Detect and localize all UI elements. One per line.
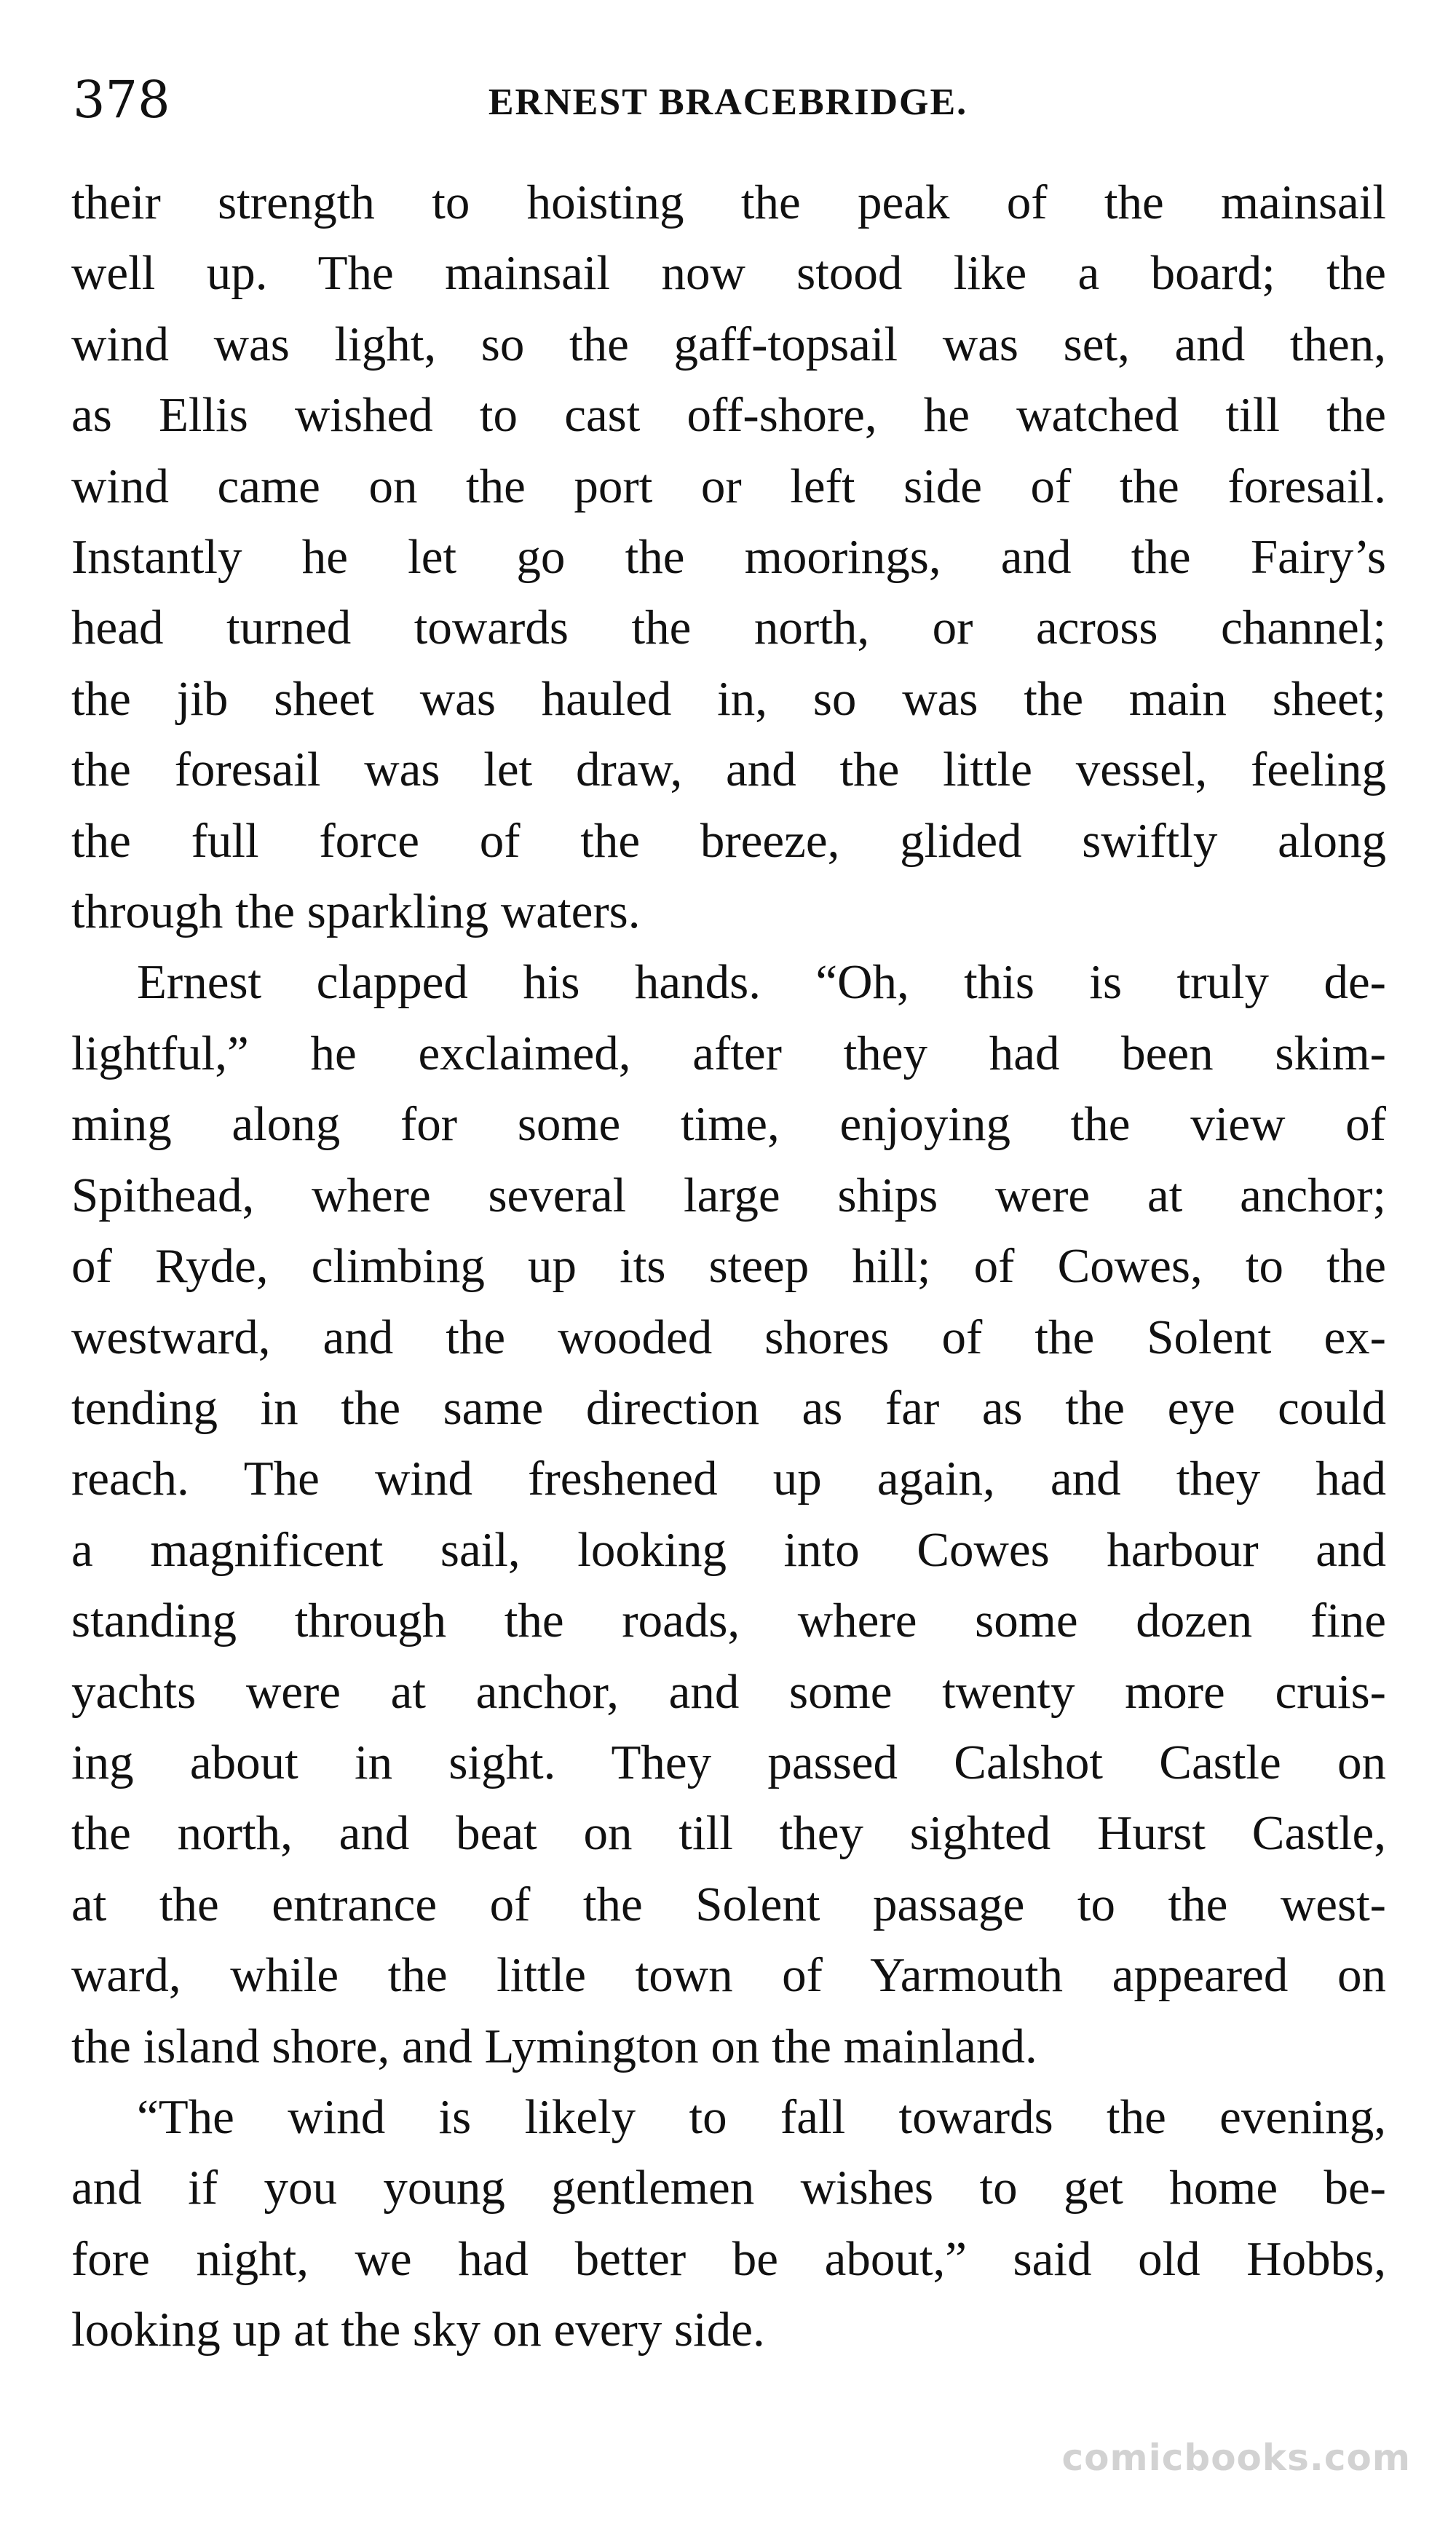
text-line: ing about in sight. They passed Calshot Castle on [71,1735,1386,1789]
body-text [71,167,1386,2366]
text-line: standing through the roads, where some dozen fine [71,1594,1386,1648]
text-line: the full force of the breeze, glided swiftly along [71,813,1386,868]
paragraph-3 [71,2082,1386,2366]
text-line: Instantly he let go the moorings, and the Fairy’s [71,530,1386,585]
paragraph-2 [71,947,1386,2082]
text-line: Ernest clapped his hands. “Oh, this is truly de- [137,955,1386,1010]
text-line: the foresail was let draw, and the little vessel, feeling [71,743,1386,797]
text-line: Spithead, where several large ships were at anchor; [71,1168,1386,1222]
text-line: head turned towards the north, or across channel; [71,601,1386,655]
text-line: wind was light, so the gaff-topsail was set, and then, [71,317,1386,371]
text-line: looking up at the sky on every side. [71,2303,765,2357]
text-line: and if you young gentlemen wishes to get home be- [71,2161,1386,2215]
running-head: ERNEST BRACEBRIDGE. [488,82,968,123]
text-line: as Ellis wished to cast off-shore, he watched till the [71,388,1386,443]
text-line: westward, and the wooded shores of the Solent ex- [71,1310,1386,1364]
text-line: ward, while the little town of Yarmouth appeared on [71,1948,1386,2003]
text-line: wind came on the port or left side of the foresail. [71,459,1386,513]
text-line: yachts were at anchor, and some twenty more cruis- [71,1664,1386,1719]
text-line: the north, and beat on till they sighted Hurst Castle, [71,1806,1386,1861]
text-line: ming along for some time, enjoying the view of [71,1097,1386,1152]
text-line: through the sparkling waters. [71,885,641,939]
paragraph-1 [71,167,1386,947]
page-header [73,67,1383,132]
text-line: a magnificent sail, looking into Cowes harbour and [71,1522,1386,1577]
text-line: the jib sheet was hauled in, so was the main sheet; [71,671,1386,726]
text-line: their strength to hoisting the peak of the mainsail [71,175,1386,229]
text-line: of Ryde, climbing up its steep hill; of Cowes, to the [71,1239,1386,1294]
text-line: “The wind is likely to fall towards the evening, [137,2089,1386,2144]
text-line: reach. The wind freshened up again, and they had [71,1452,1386,1506]
text-line: tending in the same direction as far as the eye could [71,1380,1386,1435]
text-line: lightful,” he exclaimed, after they had been skim- [71,1026,1386,1080]
watermark: comicbooks.com [1061,2437,1411,2479]
text-line: fore night, we had better be about,” said old Hobbs, [71,2231,1386,2286]
text-line: at the entrance of the Solent passage to the west- [71,1877,1386,1931]
text-line: the island shore, and Lymington on the mainland. [71,2019,1037,2073]
page-number: 378 [73,70,170,130]
text-line: well up. The mainsail now stood like a board; the [71,246,1386,301]
